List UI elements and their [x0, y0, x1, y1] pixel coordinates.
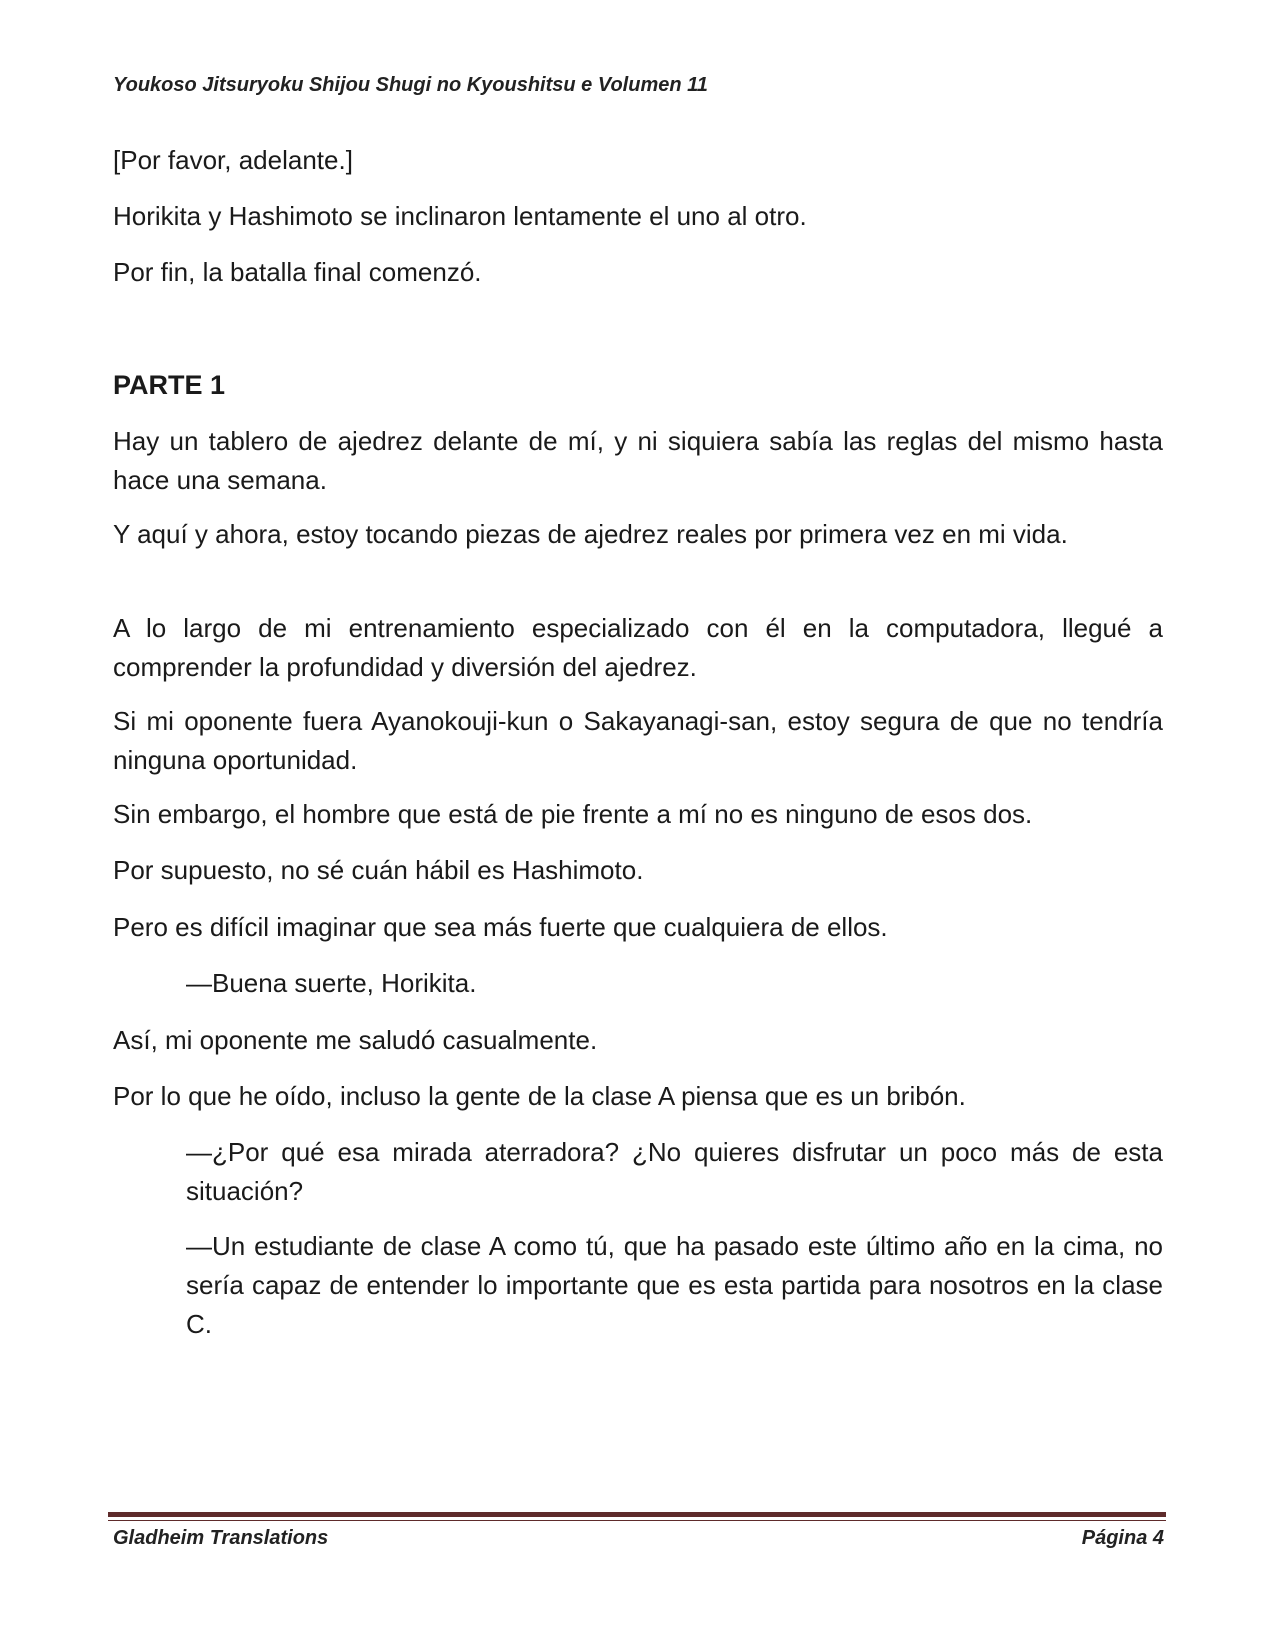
dialogue-line: —Buena suerte, Horikita. [186, 968, 477, 998]
paragraph: Por lo que he oído, incluso la gente de la clase A piensa que es un bribón. [113, 1081, 966, 1111]
paragraph: Sin embargo, el hombre que está de pie frente a mí no es ninguno de esos dos. [113, 799, 1033, 829]
section-heading: PARTE 1 [113, 370, 226, 400]
dialogue-line: —¿Por qué esa mirada aterradora? ¿No quieres disfrutar un poco más de esta situación? [186, 1137, 1163, 1206]
paragraph: A lo largo de mi entrenamiento especializado con él en la computadora, llegué a comprender la profundidad y diversión del ajedrez. [113, 613, 1163, 682]
paragraph: Así, mi oponente me saludó casualmente. [113, 1025, 598, 1055]
page-number: Página 4 [1081, 1527, 1164, 1549]
paragraph: Por supuesto, no sé cuán hábil es Hashimoto. [113, 855, 644, 885]
footer-credit: Gladheim Translations [113, 1527, 329, 1549]
paragraph: Si mi oponente fuera Ayanokouji-kun o Sakayanagi-san, estoy segura de que no tendría ninguna oportunidad. [113, 706, 1163, 775]
running-header: Youkoso Jitsuryoku Shijou Shugi no Kyoushitsu e Volumen 11 [113, 74, 708, 96]
paragraph: Pero es difícil imaginar que sea más fuerte que cualquiera de ellos. [113, 912, 888, 942]
paragraph: Hay un tablero de ajedrez delante de mí, y ni siquiera sabía las reglas del mismo hasta hace una semana. [113, 426, 1163, 495]
paragraph: Horikita y Hashimoto se inclinaron lentamente el uno al otro. [113, 201, 807, 231]
paragraph: Y aquí y ahora, estoy tocando piezas de ajedrez reales por primera vez en mi vida. [113, 519, 1068, 549]
footer-rule [108, 1512, 1166, 1517]
dialogue-line: —Un estudiante de clase A como tú, que ha pasado este último año en la cima, no sería capaz de entender lo importante que es esta partida para nosotros en la clase C. [186, 1231, 1163, 1339]
footer-rule-thin [108, 1520, 1166, 1521]
paragraph: [Por favor, adelante.] [113, 145, 353, 175]
paragraph: Por fin, la batalla final comenzó. [113, 257, 482, 287]
